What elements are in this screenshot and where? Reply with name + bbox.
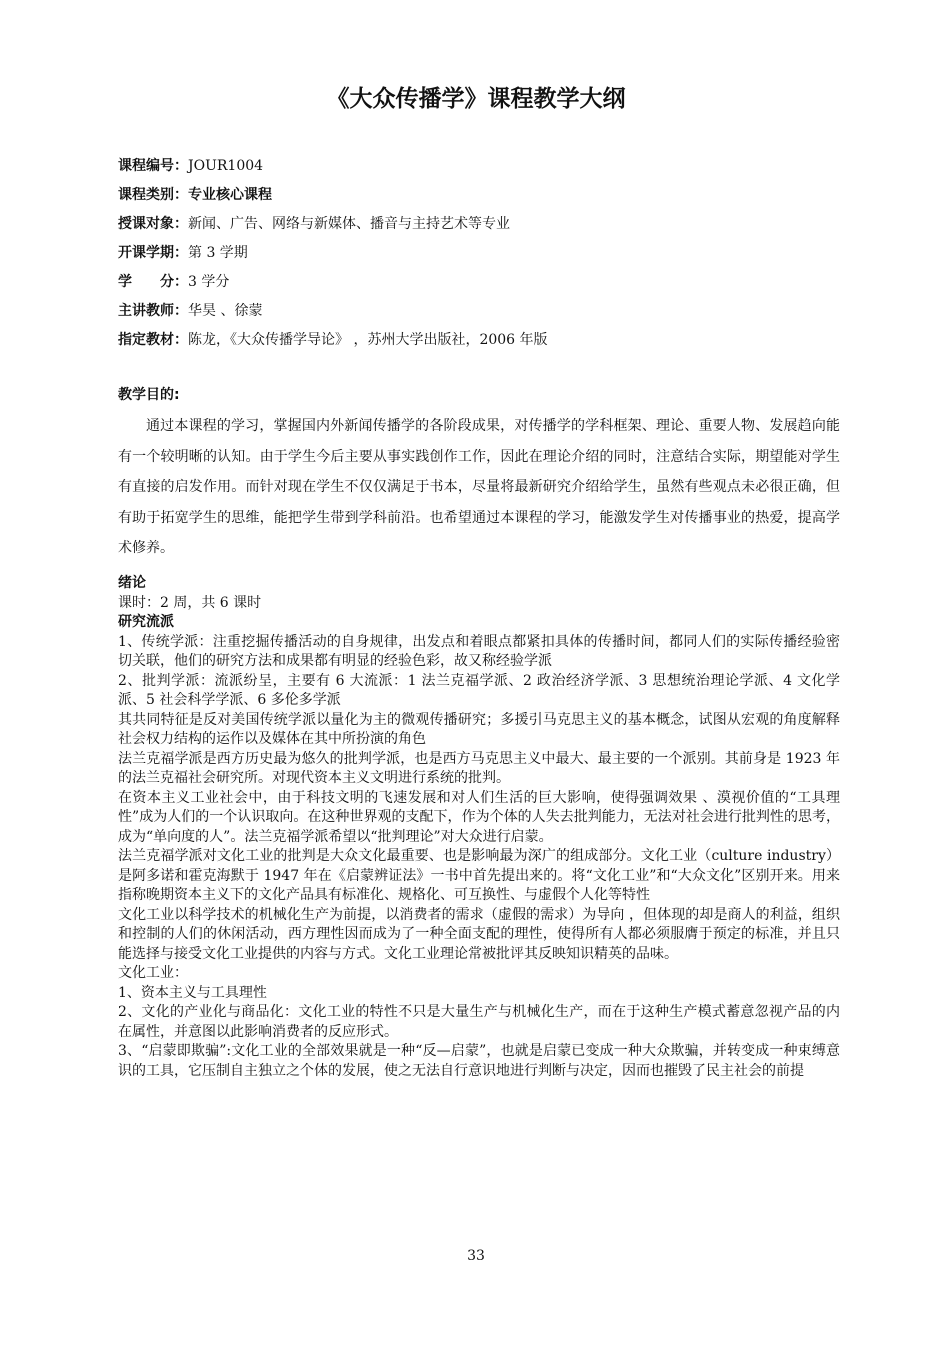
objective-heading: 教学目的: (118, 387, 180, 403)
meta-key: 开课学期： (118, 245, 188, 261)
paragraph: 法兰克福学派对文化工业的批判是大众文化最重要、也是影响最为深广的组成部分。文化工业（culture industry）是阿多诺和霍克海默于 1947 年在《启蒙辨证法》一书中首先提出来的。将“文化工业”和“大众文化”区别开来。用来指称晚期资本主义下的文化产品具有标准化、规格化、可互换性、与虚假个人化等特性 (118, 848, 840, 903)
paragraph: 在资本主义工业社会中，由于科技文明的飞速发展和对人们生活的巨大影响，使得强调效果 、漠视价值的“工具理性”成为人们的一个认识取向。在这种世界观的支配下，作为个体的人失去批判能力，无法对社会进行批判性的思考，成为“单向度的人”。法兰克福学派希望以“批判理论”对大众进行启蒙。 (118, 789, 840, 845)
meta-value: 3 学分 (188, 274, 230, 290)
meta-key: 指定教材： (118, 332, 188, 348)
meta-key: 主讲教师： (118, 303, 188, 319)
intro-hours: 课时：2 周，共 6 课时 (118, 594, 262, 611)
intro-section (118, 574, 840, 1081)
meta-course-code (118, 152, 848, 181)
paragraph: 1、资本主义与工具理性 (118, 984, 267, 1001)
meta-textbook (118, 326, 848, 355)
paragraph: 2、文化的产业化与商品化：文化工业的特性不只是大量生产与机械化生产，而在于这种生产模式蓄意忽视产品的内在属性，并意图以此影响消费者的反应形式。 (118, 1004, 840, 1040)
teaching-objective (118, 383, 840, 564)
meta-key: 课程类别： (118, 187, 188, 203)
meta-course-category (118, 181, 848, 210)
meta-value: 陈龙，《大众传播学导论》 ，苏州大学出版社，2006 年版 (188, 332, 548, 348)
paragraph: 文化工业以科学技术的机械化生产为前提，以消费者的需求（虚假的需求）为导向 ，但体现的却是商人的利益，组织和控制的人们的休闲活动，西方理性因而成为了一种全面支配的理性，使得所有人都必须服膺于预定的标准，并且只能选择与接受文化工业提供的内容与方式。文化工业理论常被批评其反映知识精英的品味。 (118, 906, 840, 962)
paragraph: 1、传统学派：注重挖掘传播活动的自身规律，出发点和着眼点都紧扣具体的传播时间，都同人们的实际传播经验密切关联，他们的研究方法和成果都有明显的经验色彩，故又称经验学派 (118, 633, 840, 669)
meta-credits (118, 268, 848, 297)
paragraph: 2、批判学派：流派纷呈，主要有 6 大流派：1 法兰克福学派、2 政治经济学派、3 思想统治理论学派、4 文化学派、5 社会科学学派、6 多伦多学派 (118, 672, 840, 708)
meta-value: 专业核心课程 (188, 187, 272, 203)
page-number: 33 (467, 1248, 485, 1264)
paragraph: 法兰克福学派是西方历史最为悠久的批判学派，也是西方马克思主义中最大、最主要的一个派别。其前身是 1923 年的法兰克福社会研究所。对现代资本主义文明进行系统的批判。 (118, 750, 840, 786)
meta-value: 新闻、广告、网络与新媒体、播音与主持艺术等专业 (188, 216, 510, 232)
meta-semester (118, 239, 848, 268)
intro-heading: 绪论 (118, 575, 146, 591)
meta-value: 华昊 、徐蒙 (188, 303, 263, 319)
meta-value: 第 3 学期 (188, 245, 248, 261)
meta-key: 授课对象： (118, 216, 188, 232)
paragraph: 其共同特征是反对美国传统学派以量化为主的微观传播研究；多援引马克思主义的基本概念，试图从宏观的角度解释社会权力结构的运作以及媒体在其中所扮演的角色 (118, 711, 840, 747)
paragraph: 文化工业： (118, 965, 188, 981)
meta-audience (118, 210, 848, 239)
intro-subheading: 研究流派 (118, 614, 174, 630)
meta-key: 学 分： (118, 274, 188, 290)
document-title: 《大众传播学》课程教学大纲 (326, 86, 626, 112)
meta-value: JOUR1004 (188, 158, 264, 174)
paragraph: 3、“启蒙即欺骗”:文化工业的全部效果就是一种“反—启蒙”，也就是启蒙已变成一种大众欺骗，并转变成一种束缚意识的工具，它压制自主独立之个体的发展，使之无法自行意识地进行判断与决定，因而也摧毁了民主社会的前提 (118, 1043, 840, 1079)
meta-key: 课程编号： (118, 158, 188, 174)
objective-text: 通过本课程的学习，掌握国内外新闻传播学的各阶段成果，对传播学的学科框架、理论、重要人物、发展趋向能有一个较明晰的认知。由于学生今后主要从事实践创作工作，因此在理论介绍的同时，注意结合实际，期望能对学生有直接的启发作用。而针对现在学生不仅仅满足于书本，尽量将最新研究介绍给学生，虽然有些观点未必很正确，但有助于拓宽学生的思维，能把学生带到学科前沿。也希望通过本课程的学习，能激发学生对传播事业的热爱，提高学术修养。 (118, 418, 840, 556)
meta-teachers (118, 297, 848, 326)
course-meta (118, 152, 848, 355)
